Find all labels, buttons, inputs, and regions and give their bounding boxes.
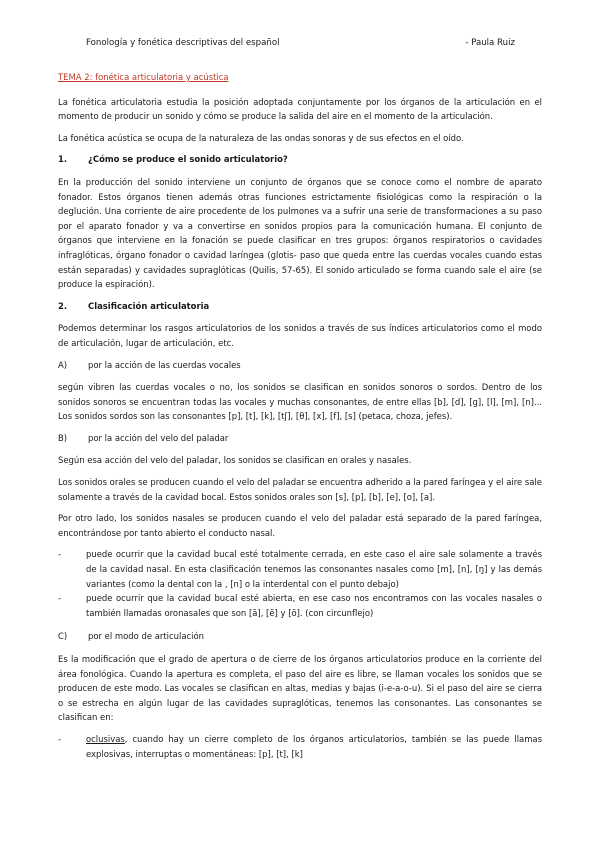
dash-bullet: - <box>58 593 62 604</box>
list-item <box>58 591 542 620</box>
list-item <box>58 732 542 761</box>
section-number: 2. <box>58 300 68 311</box>
section-number: 1. <box>58 154 68 165</box>
subsection-a-text: según vibren las cuerdas vocales o no, los sonidos se clasifican en sonidos sonoros o sordos. Dentro de los sonidos sonoros se encuentran todas las vocales y muchas consonantes, de entre ellas [b], [d], [g], [l], [m], [n]... Los sonidos sordos son las consonantes [p], [t], [k], [tʃ], [θ], [x], [f], [s] (petaca, choza, jefes). <box>58 382 542 422</box>
subsection-b-text-1: Según esa acción del velo del paladar, los sonidos se clasifican en orales y nasales. <box>58 455 412 466</box>
topic-title: TEMA 2: fonética articulatoria y acústica <box>58 72 229 82</box>
subsection-heading-c <box>58 629 542 644</box>
section-title: Clasificación articulatoria <box>88 300 210 311</box>
section-1-text: En la producción del sonido interviene un conjunto de órganos que se conoce como el nombre de aparato fonador. Estos órganos tienen además otras funciones estrictamente fisiológicas como la respiración o la deglución. Una corriente de aire procedente de los pulmones va a sufrir una serie de transformaciones a su paso por el aparato fonador y va a convertirse en sonidos propios para la comunicación humana. El conjunto de órganos que interviene en la fonación se puede clasificar en tres grupos: órganos respiratorios o cavidades infraglóticas, órgano fonador o cavidad laríngea (glotis- paso que queda entre las cuerdas vocales cuando estas están separadas) y cavidades supraglóticas (Quilis, 57-65). El sonido articulado se forma cuando sale el aire (se produce la espiración). <box>58 176 542 290</box>
subsection-b-text-3: Por otro lado, los sonidos nasales se producen cuando el velo del paladar está separado de la pared faríngea, encontrándose por tanto abierto el conducto nasal. <box>58 513 542 538</box>
section-heading-1 <box>58 152 542 167</box>
subsection-letter: B) <box>58 432 68 443</box>
list-item <box>58 547 542 591</box>
list-item-text: puede ocurrir que la cavidad bucal esté abierta, en ese caso nos encontramos con las vocales nasales o también llamadas oronasales que son [ã], [ẽ] y [õ]. (con circunflejo) <box>86 593 542 618</box>
list-item-rest: , cuando hay un cierre completo de los órganos articulatorios, también se las puede llamas explosivas, interruptas o momentáneas: [p], [t], [k] <box>86 733 542 759</box>
subsection-title: por el modo de articulación <box>88 631 204 642</box>
header-left: Fonología y fonética descriptivas del español <box>86 38 280 48</box>
section-heading-2 <box>58 299 542 314</box>
list-item-text: puede ocurrir que la cavidad bucal esté totalmente cerrada, en este caso el aire sale solamente a través de la cavidad nasal. En esta clasificación tenemos las consonantes nasales como [m], [n], [ŋ] y las demás variantes (como la dental con la , [n] o la interdental con el punto debajo) <box>86 549 542 589</box>
subsection-letter: A) <box>58 359 68 370</box>
subsection-heading-b <box>58 431 542 446</box>
subsection-title: por la acción del velo del paladar <box>88 432 229 443</box>
subsection-c-text: Es la modificación que el grado de apertura o de cierre de los órganos articulatorios produce en la corriente del área fonológica. Cuando la apertura es completa, el paso del aire es libre, se llaman vocales los sonidos que se producen de este modo. Las vocales se clasifican en altas, medias y bajas (i-e-a-o-u). Si el paso del aire se cierra o se estrecha en algún lugar de las cavidades supraglóticas, tenemos las consonantes. Las consonantes se clasifican en: <box>58 654 542 723</box>
subsection-b-text-2: Los sonidos orales se producen cuando el velo del paladar se encuentra adherido a la pared faríngea y el aire sale solamente a través de la cavidad bocal. Estos sonidos orales son [s], [p], [b], [e], [o], [a]. <box>58 477 542 502</box>
intro-paragraph-2: La fonética acústica se ocupa de la naturaleza de las ondas sonoras y de sus efectos en el oído. <box>58 132 464 143</box>
intro-paragraph: La fonética articulatoria estudia la posición adoptada conjuntamente por los órganos de la articulación en el momento de producir un sonido y cómo se produce la salida del aire en el momento de la articulación. <box>58 96 542 122</box>
header-right: - Paula Ruiz <box>465 38 515 48</box>
subsection-letter: C) <box>58 631 68 642</box>
term-oclusivas: oclusivas <box>86 733 125 744</box>
subsection-title: por la acción de las cuerdas vocales <box>88 359 241 370</box>
dash-bullet: - <box>58 549 62 560</box>
dash-bullet: - <box>58 733 62 744</box>
document-body <box>58 70 542 761</box>
section-2-text: Podemos determinar los rasgos articulatorios de los sonidos a través de sus índices articulatorios como el modo de articulación, lugar de articulación, etc. <box>58 323 542 348</box>
list-item-text <box>86 732 542 761</box>
subsection-heading-a <box>58 358 542 373</box>
section-title: ¿Cómo se produce el sonido articulatorio? <box>88 154 288 165</box>
